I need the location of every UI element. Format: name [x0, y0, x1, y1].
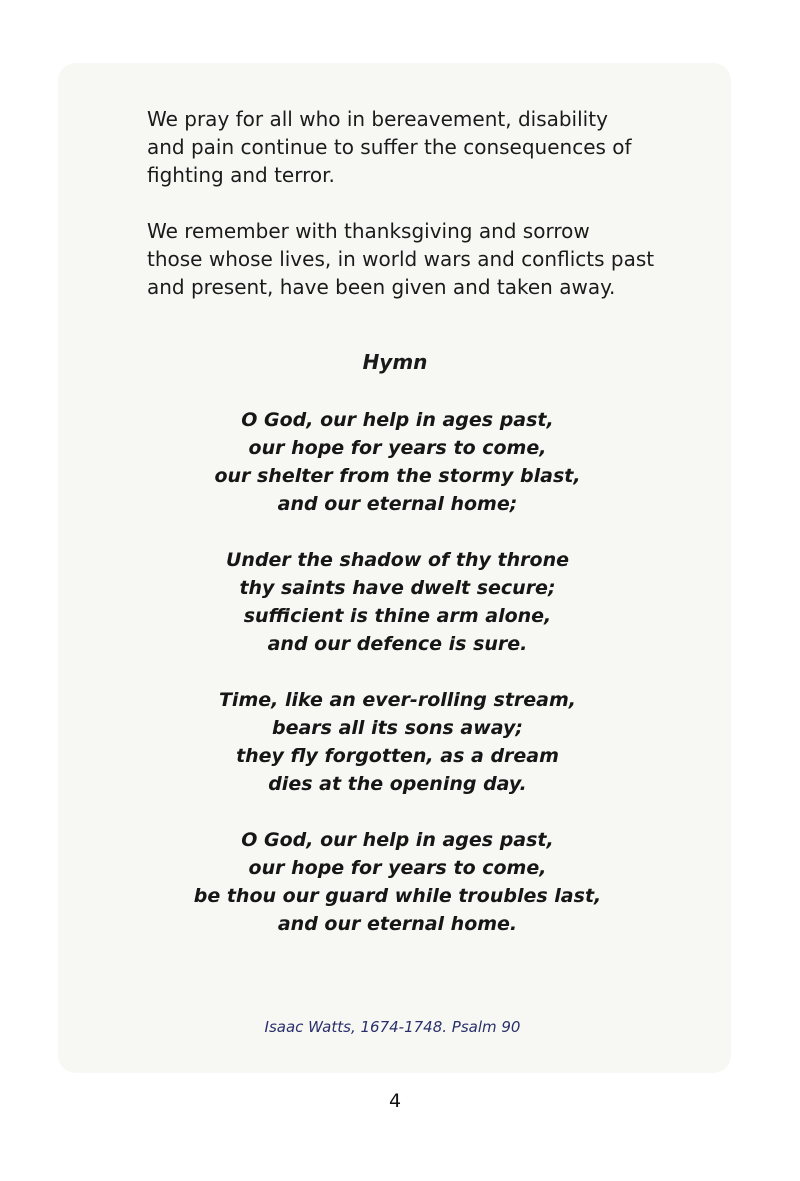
- hymn-line: and our eternal home;: [277, 493, 518, 515]
- prayer-line: and present, have been given and taken away.: [147, 275, 616, 299]
- hymn-line: our hope for years to come,: [248, 857, 547, 879]
- prayer-paragraph-remembrance: [147, 217, 667, 301]
- hymn-line: they fly forgotten, as a dream: [236, 745, 559, 767]
- prayer-line: fighting and terror.: [147, 163, 335, 187]
- hymn-stanza-4: [0, 826, 795, 938]
- hymn-line: and our defence is sure.: [267, 633, 528, 655]
- hymn-credit: Isaac Watts, 1674-1748. Psalm 90: [264, 1018, 521, 1036]
- hymn-line: our hope for years to come,: [248, 437, 547, 459]
- prayer-line: those whose lives, in world wars and conflicts past: [147, 247, 655, 271]
- prayer-line: and pain continue to suffer the consequences of: [147, 135, 632, 159]
- hymn-line: O God, our help in ages past,: [241, 409, 554, 431]
- hymn-line: and our eternal home.: [277, 913, 518, 935]
- hymn-stanza-1: [0, 406, 795, 518]
- prayer-line: We remember with thanksgiving and sorrow: [147, 219, 590, 243]
- hymn-title: Hymn: [362, 350, 428, 374]
- hymn-line: be thou our guard while troubles last,: [193, 885, 602, 907]
- hymn-line: dies at the opening day.: [268, 773, 527, 795]
- prayer-line: We pray for all who in bereavement, disability: [147, 107, 608, 131]
- hymn-stanza-2: [0, 546, 795, 658]
- hymn-stanza-3: [0, 686, 795, 798]
- hymn-line: Time, like an ever-rolling stream,: [218, 689, 577, 711]
- hymn-line: O God, our help in ages past,: [241, 829, 554, 851]
- prayer-paragraph-bereavement: [147, 105, 667, 189]
- hymn-line: thy saints have dwelt secure;: [239, 577, 556, 599]
- hymn-line: Under the shadow of thy throne: [225, 549, 569, 571]
- hymn-line: our shelter from the stormy blast,: [214, 465, 581, 487]
- page-number: 4: [388, 1090, 402, 1112]
- hymn-line: bears all its sons away;: [272, 717, 523, 739]
- hymn-line: sufficient is thine arm alone,: [243, 605, 552, 627]
